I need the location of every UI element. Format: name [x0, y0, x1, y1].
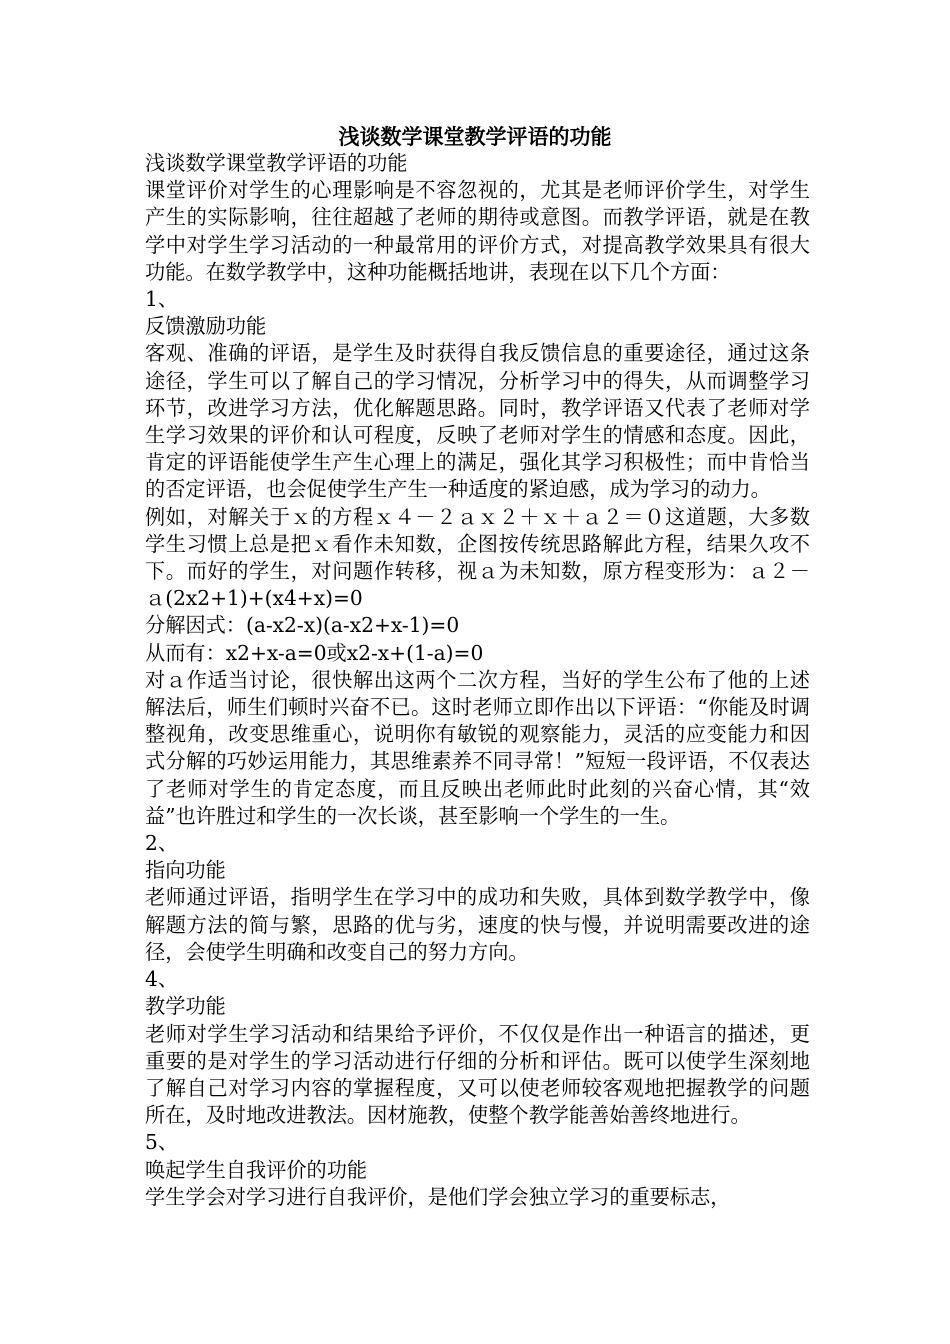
section-number-1: 1、	[145, 287, 179, 312]
teaching-paragraph: 老师对学生学习活动和结果给予评价，不仅仅是作出一种语言的描述，更重要的是对学生的学习活动进行仔细的分析和评估。既可以使学生深刻地了解自己对学习内容的掌握程度，又可以使老师较客观地把握教学的问题所在，及时地改进教法。因材施教，使整个教学能善始善终地进行。	[145, 1021, 810, 1128]
self-evaluation-paragraph: 学生学会对学习进行自我评价，是他们学会独立学习的重要标志，	[145, 1184, 731, 1209]
section-heading-teaching: 教学功能	[145, 994, 226, 1019]
section-heading-self-evaluation: 唤起学生自我评价的功能	[145, 1157, 368, 1182]
comment-paragraph: 对ａ作适当讨论，很快解出这两个二次方程，当好的学生公布了他的上述解法后，师生们顿时兴奋不已。这时老师立即作出以下评语：“你能及时调整视角，改变思维重心，说明你有敏锐的观察能力，灵活的应变能力和因式分解的巧妙运用能力，其思维素养不同寻常！”短短一段评语，不仅表达了老师对学生的肯定态度，而且反映出老师此时此刻的兴奋心情，其“效益”也许胜过和学生的一次长谈，甚至影响一个学生的一生。	[145, 667, 810, 828]
document-title: 浅谈数学课堂教学评语的功能	[338, 124, 612, 149]
section-number-5: 5、	[145, 1130, 179, 1155]
example-paragraph: 例如，对解关于ｘ的方程ｘ４－２ａｘ２＋ｘ＋ａ２＝０这道题，大多数学生习惯上总是把ｘ看作未知数，企图按传统思路解此方程，结果久攻不下。而好的学生，对问题作转移，视ａ为未知数，原方程变形为：ａ２－ａ(2x2+1)+(x4+x)=0	[145, 504, 810, 611]
factorization-line: 分解因式：(a-x2-x)(a-x2+x-1)=0	[145, 613, 460, 638]
feedback-paragraph: 客观、准确的评语，是学生及时获得自我反馈信息的重要途径，通过这条途径，学生可以了解自己的学习情况，分析学习中的得失，从而调整学习环节，改进学习方法，优化解题思路。同时，教学评语又代表了老师对学生学习效果的评价和认可程度，反映了老师对学生的情感和态度。因此，肯定的评语能使学生产生心理上的满足，强化其学习积极性；而中肯恰当的否定评语，也会促使学生产生一种适度的紧迫感，成为学习的动力。	[145, 341, 810, 502]
section-heading-feedback: 反馈激励功能	[145, 314, 267, 339]
guidance-paragraph: 老师通过评语，指明学生在学习中的成功和失败，具体到数学教学中，像解题方法的简与繁，思路的优与劣，速度的快与慢，并说明需要改进的途径，会使学生明确和改变自己的努力方向。	[145, 885, 810, 964]
document-body	[145, 150, 810, 1211]
intro-paragraph: 课堂评价对学生的心理影响是不容忽视的，尤其是老师评价学生，对学生产生的实际影响，往往超越了老师的期待或意图。而教学评语，就是在教学中对学生学习活动的一种最常用的评价方式，对提高教学效果具有很大功能。在数学教学中，这种功能概括地讲，表现在以下几个方面：	[145, 178, 810, 284]
result-line: 从而有：x2+x-a=0或x2-x+(1-a)=0	[145, 640, 484, 665]
section-heading-guidance: 指向功能	[145, 858, 226, 883]
subtitle-line: 浅谈数学课堂教学评语的功能	[145, 151, 408, 175]
section-number-4: 4、	[145, 967, 179, 992]
section-number-2: 2、	[145, 831, 179, 856]
